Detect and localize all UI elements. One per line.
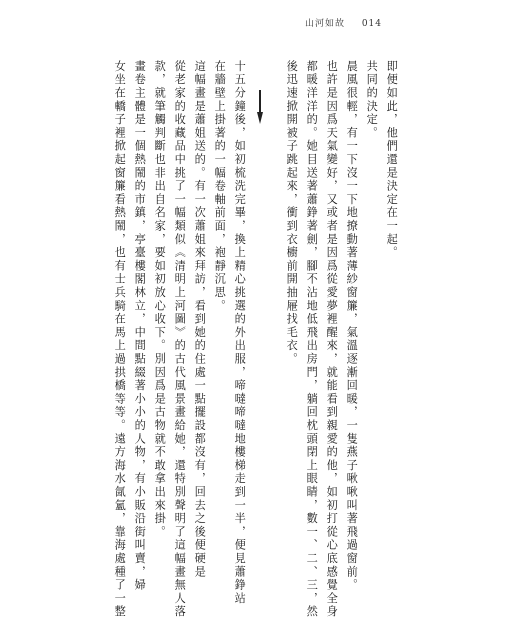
- text-column: 在牆壁上掛著的一幅卷軸前面，袍靜沉思。: [213, 60, 227, 313]
- page-header: [305, 16, 382, 29]
- text-column: 十五分鐘後，如初梳洗完畢，換上精心挑選的外出服，啼噠啼噠地樓梯走到一半，便見蕭錚站: [233, 60, 247, 606]
- text-column: 畫卷主體是一個熱鬧的市鎮，亭臺樓閣林立，中間點綴著小小的人物，有小販沿街叫賣，婦: [133, 60, 147, 592]
- text-column: 也許是因爲天氣變好，又或者是因爲從愛夢裡醒來，就能看到親愛的他，如初打從心底感覺全身: [325, 60, 339, 619]
- text-column: 即便如此，他們還是決定在一起。: [385, 60, 399, 260]
- text-column: 款，就筆觸判斷也非出自名家，要如初放心收下。別因爲是古物就不敢拿出來掛。: [153, 60, 167, 539]
- text-column: 後迅速掀開被子跳起來，衝到衣櫥前開抽屜找毛衣。: [285, 60, 299, 366]
- text-column: 都暖洋洋的。她目送著蕭錚著劍，腳不沾地低飛出房門，躺回枕頭閉上眼睛，數一、二、三，然: [305, 60, 319, 619]
- text-column: 女坐在轎子裡掀起窗簾看熱鬧，也有士兵騎在馬上過拱橋等等。遠方海水氤氳，靠海處種了一整: [113, 60, 127, 619]
- section-divider: [256, 90, 264, 124]
- text-column: 這幅畫是蕭姐送的。有一次蕭姐來拜訪，看到她的住處一點擺設都沒有，回去之後便硬是: [193, 60, 207, 579]
- book-title: 山河如故: [305, 19, 346, 29]
- page-number: 014: [361, 19, 382, 29]
- text-column: 共同的決定。: [365, 60, 379, 140]
- text-column: 晨風很輕，有一下沒一下地撩動著薄紗窗簾，氣溫逐漸回暖，一隻燕子啾啾叫著飛過窗前。: [345, 60, 359, 592]
- text-column: 從老家的收藏品中挑了一幅類似《清明上河圖》的古代風景畫給她，還特別聲明了這幅畫無人落: [173, 60, 187, 619]
